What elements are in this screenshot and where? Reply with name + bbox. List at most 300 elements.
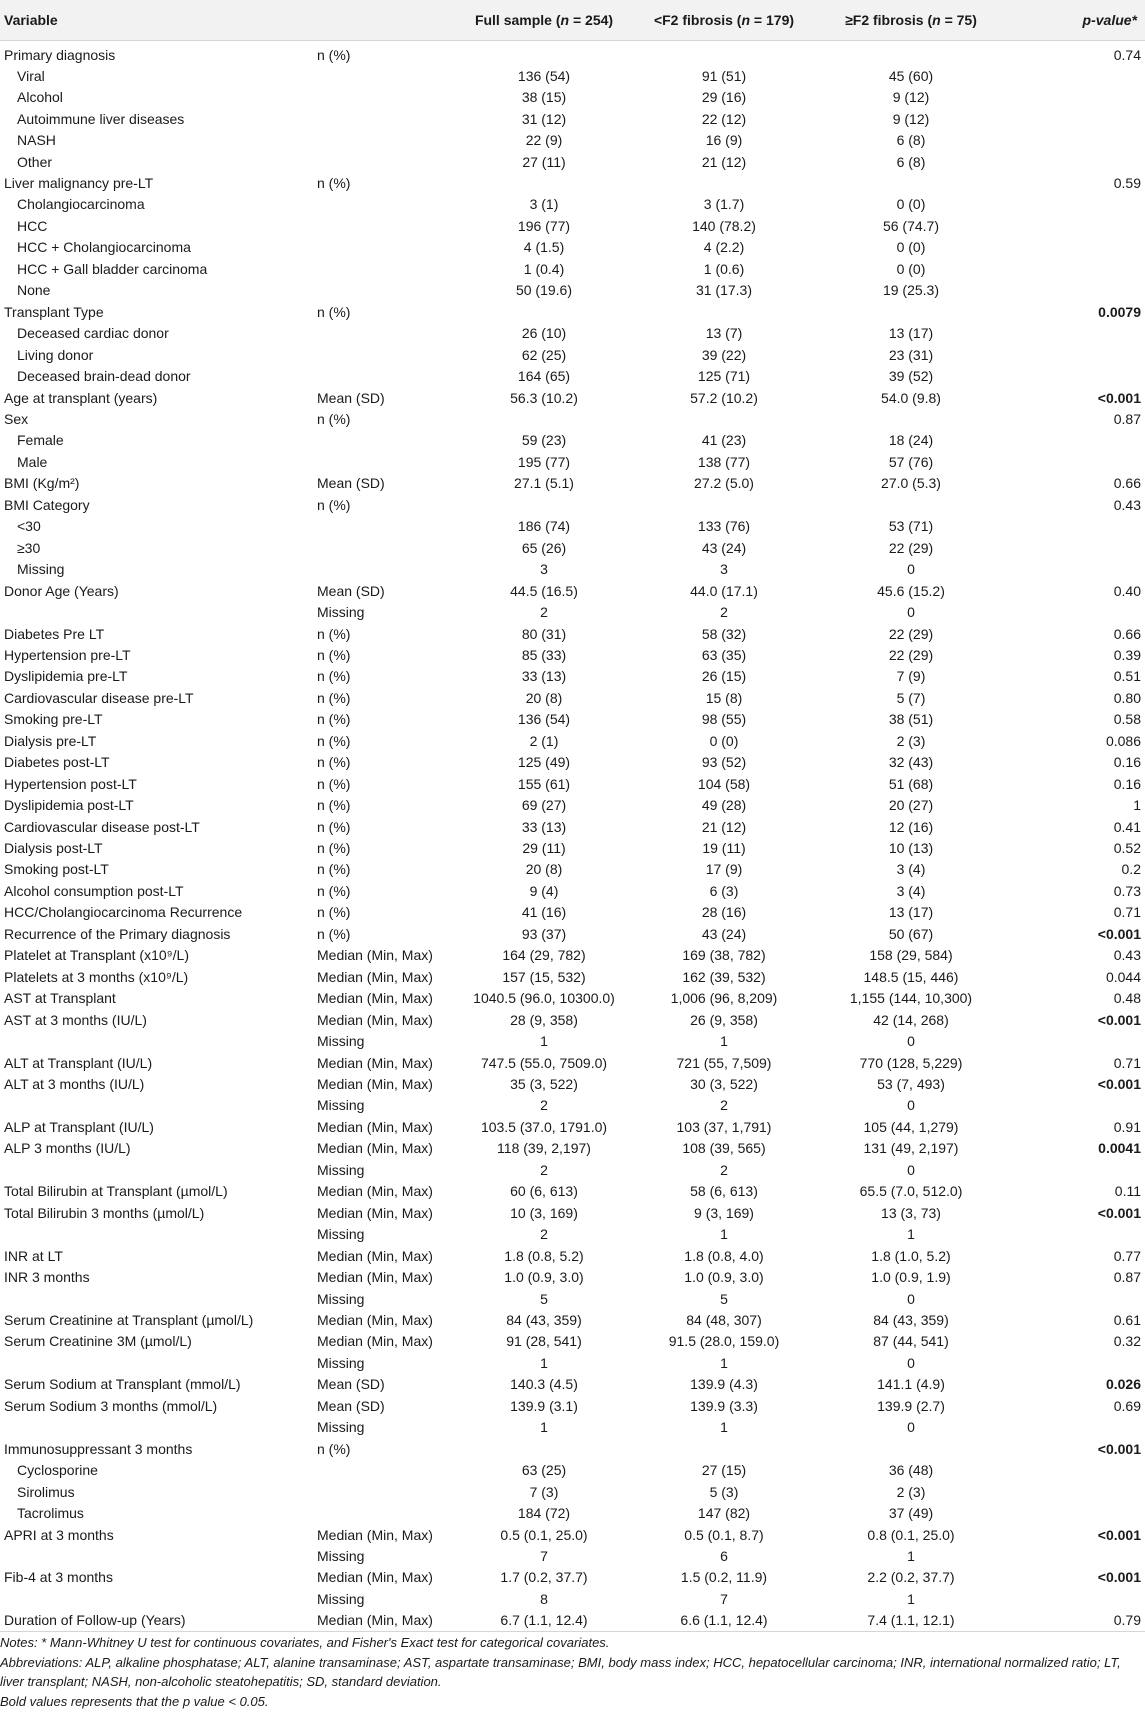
table-row <box>0 666 1145 687</box>
table-row <box>0 1331 1145 1352</box>
cell-full-sample: 38 (15) <box>521 89 567 106</box>
cell-ge-f2: 0 <box>907 561 915 578</box>
cell-statistic: n (%) <box>317 496 351 513</box>
cell-p-value: 0.79 <box>1004 1610 1145 1632</box>
cell-full-sample: 59 (23) <box>521 432 567 449</box>
cell-full-sample: 103.5 (37.0, 1791.0) <box>480 1118 608 1135</box>
cell-full-sample: 33 (13) <box>521 818 567 835</box>
table-row <box>0 1074 1145 1095</box>
cell-lt-f2: 1 <box>720 1226 728 1243</box>
cell-statistic <box>313 151 458 172</box>
cell-lt-f2: 91.5 (28.0, 159.0) <box>668 1333 780 1350</box>
cell-full-sample: 63 (25) <box>521 1462 567 1479</box>
cell-variable: Smoking post-LT <box>4 861 109 878</box>
cell-full-sample: 93 (37) <box>521 925 567 942</box>
cell-p-value: 0.044 <box>1105 968 1141 985</box>
cell-lt-f2: 58 (6, 613) <box>690 1183 758 1200</box>
cell-full-sample: 4 (1.5) <box>523 239 565 256</box>
cell-ge-f2: 56 (74.7) <box>882 217 940 234</box>
cell-variable: Hypertension post-LT <box>4 775 137 792</box>
header-ge-n: n <box>932 11 941 28</box>
cell-lt-f2: 1 <box>720 1033 728 1050</box>
cell-lt-f2: 4 (2.2) <box>703 239 745 256</box>
cell-statistic <box>313 516 458 537</box>
cell-p-value: 0.43 <box>1113 947 1141 964</box>
cell-variable: Missing <box>17 561 65 578</box>
cell-statistic: Mean (SD) <box>317 582 385 599</box>
cell-full-sample: 26 (10) <box>521 325 567 342</box>
table-row <box>0 1353 1145 1374</box>
cell-full-sample: 29 (11) <box>522 840 566 857</box>
cell-variable: APRI at 3 months <box>4 1526 114 1543</box>
cell-variable: Diabetes Pre LT <box>4 625 105 642</box>
header-stat <box>313 0 458 40</box>
cell-statistic <box>313 87 458 108</box>
table-notes <box>0 1633 1140 1711</box>
table-row <box>0 452 1145 473</box>
cell-p-value: 0.58 <box>1113 711 1141 728</box>
cell-lt-f2: 6.6 (1.1, 12.4) <box>630 1610 818 1632</box>
table-row <box>0 1117 1145 1138</box>
cell-ge-f2: 13 (3, 73) <box>881 1204 941 1221</box>
cell-variable: AST at Transplant <box>4 990 116 1007</box>
cell-lt-f2: 63 (35) <box>701 646 747 663</box>
cell-lt-f2 <box>630 301 818 322</box>
cell-ge-f2: 0 <box>907 1354 915 1371</box>
cell-p-value <box>1004 87 1145 108</box>
cell-ge-f2: 27.0 (5.3) <box>881 475 941 492</box>
table-row <box>0 194 1145 215</box>
cell-statistic: n (%) <box>317 174 351 191</box>
cell-lt-f2: 43 (24) <box>701 925 747 942</box>
cell-lt-f2: 0 (0) <box>709 732 739 749</box>
cell-p-value: 0.16 <box>1113 775 1141 792</box>
cell-full-sample: 91 (28, 541) <box>506 1333 582 1350</box>
cell-statistic: Median (Min, Max) <box>317 1011 433 1028</box>
cell-lt-f2: 147 (82) <box>697 1505 751 1522</box>
cell-full-sample: 7 (3) <box>529 1483 559 1500</box>
cell-p-value <box>1004 1546 1145 1567</box>
cell-statistic: n (%) <box>317 668 351 685</box>
cell-p-value <box>1004 559 1145 580</box>
cell-ge-f2: 770 (128, 5,229) <box>859 1054 963 1071</box>
table-row <box>0 1524 1145 1545</box>
cell-ge-f2 <box>818 173 1004 194</box>
cell-full-sample: 747.5 (55.0, 7509.0) <box>480 1054 608 1071</box>
cell-variable: Deceased brain-dead donor <box>17 368 191 385</box>
cell-lt-f2: 98 (55) <box>701 711 747 728</box>
cell-lt-f2: 29 (16) <box>701 89 747 106</box>
cell-ge-f2: 18 (24) <box>888 432 934 449</box>
cell-statistic: Median (Min, Max) <box>317 1247 433 1264</box>
table-row <box>0 409 1145 430</box>
cell-variable: Viral <box>17 67 45 84</box>
cell-statistic: Mean (SD) <box>317 1376 385 1393</box>
cell-full-sample: 2 <box>540 604 548 621</box>
cell-full-sample: 164 (29, 782) <box>502 947 586 964</box>
cell-ge-f2: 53 (71) <box>888 518 934 535</box>
cell-ge-f2: 19 (25.3) <box>882 282 940 299</box>
cell-statistic: Missing <box>317 1547 365 1564</box>
cell-full-sample: 157 (15, 532) <box>502 968 586 985</box>
cell-variable: Diabetes post-LT <box>4 754 110 771</box>
cell-p-value <box>1004 1589 1145 1610</box>
cell-variable: AST at 3 months (IU/L) <box>4 1011 147 1028</box>
cell-full-sample: 10 (3, 169) <box>510 1204 578 1221</box>
cell-lt-f2: 26 (9, 358) <box>690 1011 758 1028</box>
table-row <box>0 602 1145 623</box>
table-row <box>0 323 1145 344</box>
table-row <box>0 1138 1145 1159</box>
cell-lt-f2: 21 (12) <box>701 153 747 170</box>
cell-p-value: 0.40 <box>1113 582 1141 599</box>
cell-variable: Duration of Follow-up (Years) <box>0 1610 313 1632</box>
cell-lt-f2: 169 (38, 782) <box>682 947 766 964</box>
cell-full-sample: 41 (16) <box>521 904 567 921</box>
cell-variable: HCC <box>17 217 48 234</box>
cell-lt-f2 <box>630 495 818 516</box>
cell-lt-f2: 19 (11) <box>702 840 746 857</box>
cell-statistic: n (%) <box>317 732 351 749</box>
table-row <box>0 387 1145 408</box>
cell-statistic <box>313 1460 458 1481</box>
cell-variable: Autoimmune liver diseases <box>17 110 185 127</box>
header-lt-f2 <box>630 0 818 40</box>
cell-ge-f2: 22 (29) <box>888 625 934 642</box>
cell-lt-f2: 1.5 (0.2, 11.9) <box>680 1569 768 1586</box>
cell-ge-f2: 22 (29) <box>888 539 934 556</box>
cell-ge-f2: 158 (29, 584) <box>869 947 953 964</box>
cell-variable: Male <box>17 453 48 470</box>
cell-ge-f2: 6 (8) <box>896 132 926 149</box>
table-row <box>0 623 1145 644</box>
cell-full-sample <box>458 173 630 194</box>
cell-variable: Dialysis post-LT <box>4 840 103 857</box>
cell-full-sample: 65 (26) <box>521 539 567 556</box>
table-row <box>0 945 1145 966</box>
cell-variable: Smoking pre-LT <box>4 711 103 728</box>
cell-full-sample: 6.7 (1.1, 12.4) <box>458 1610 630 1632</box>
note-tests: Notes: * Mann-Whitney U test for continuous covariates, and Fisher's Exact test for categorical covariates. <box>0 1635 610 1650</box>
cell-p-value: 0.026 <box>1105 1376 1141 1393</box>
cell-full-sample: 118 (39, 2,197) <box>497 1140 591 1157</box>
cell-lt-f2: 1,006 (96, 8,209) <box>670 990 778 1007</box>
cell-full-sample: 50 (19.6) <box>515 282 573 299</box>
cell-variable: Platelets at 3 months (x10⁹/L) <box>4 968 189 985</box>
cell-lt-f2: 139.9 (4.3) <box>690 1376 758 1393</box>
cell-statistic <box>313 344 458 365</box>
cell-variable: Cardiovascular disease pre-LT <box>4 689 194 706</box>
cell-p-value: 0.74 <box>1113 46 1141 63</box>
cell-ge-f2: 36 (48) <box>888 1462 934 1479</box>
cell-lt-f2: 139.9 (3.3) <box>690 1397 758 1414</box>
cell-full-sample: 20 (8) <box>525 689 563 706</box>
cell-p-value: 0.87 <box>1113 1269 1141 1286</box>
cell-p-value <box>1004 237 1145 258</box>
header-lt-n: n <box>741 11 751 28</box>
cell-variable: Liver malignancy pre-LT <box>4 174 154 191</box>
cell-variable <box>0 1095 313 1116</box>
header-variable: Variable <box>0 0 313 40</box>
cell-full-sample: 35 (3, 522) <box>510 1076 578 1093</box>
cell-full-sample: 2 (1) <box>529 732 559 749</box>
cell-lt-f2: 138 (77) <box>697 453 751 470</box>
cell-ge-f2: 7 (9) <box>896 668 926 685</box>
table-row <box>0 1009 1145 1030</box>
header-full-post: = 254) <box>569 11 614 28</box>
cell-statistic: Median (Min, Max) <box>317 1333 433 1350</box>
cell-ge-f2: 0 (0) <box>896 260 926 277</box>
cell-variable: BMI (Kg/m²) <box>4 475 80 492</box>
table-row <box>0 795 1145 816</box>
cell-p-value: 0.66 <box>1113 475 1141 492</box>
cell-p-value: <0.001 <box>1097 925 1141 942</box>
cell-ge-f2: 32 (43) <box>888 754 934 771</box>
cell-ge-f2: 148.5 (15, 446) <box>863 968 959 985</box>
cell-statistic: n (%) <box>317 711 351 728</box>
cell-full-sample: 31 (12) <box>521 110 567 127</box>
cell-lt-f2: 21 (12) <box>701 818 747 835</box>
cell-statistic: Median (Min, Max) <box>317 1204 433 1221</box>
cell-ge-f2: 7.4 (1.1, 12.1) <box>818 1610 1004 1632</box>
table-row <box>0 752 1145 773</box>
header-lt-pre: <F2 fibrosis ( <box>653 11 742 28</box>
cell-full-sample: 85 (33) <box>521 646 567 663</box>
cell-ge-f2: 51 (68) <box>888 775 934 792</box>
cell-lt-f2: 22 (12) <box>701 110 747 127</box>
cell-lt-f2: 13 (7) <box>705 325 743 342</box>
cell-ge-f2: 5 (7) <box>896 689 926 706</box>
table-row <box>0 130 1145 151</box>
cell-statistic <box>313 559 458 580</box>
cell-lt-f2: 49 (28) <box>701 797 747 814</box>
cell-lt-f2: 133 (76) <box>697 518 751 535</box>
cell-full-sample: 56.3 (10.2) <box>510 389 578 406</box>
cell-p-value: 0.41 <box>1113 818 1141 835</box>
table-row <box>0 559 1145 580</box>
cell-statistic: Median (Min, Max) <box>317 990 433 1007</box>
cell-lt-f2: 1 <box>720 1419 728 1436</box>
cell-full-sample: 1040.5 (96.0, 10300.0) <box>473 990 615 1007</box>
cell-statistic <box>313 66 458 87</box>
table-row <box>0 237 1145 258</box>
table-row <box>0 859 1145 880</box>
cell-ge-f2: 1 <box>907 1226 915 1243</box>
cell-statistic: Median (Min, Max) <box>317 1140 433 1157</box>
cell-full-sample: 2 <box>540 1097 548 1114</box>
cell-p-value <box>1004 1353 1145 1374</box>
cell-lt-f2: 44.0 (17.1) <box>690 582 758 599</box>
table-row <box>0 1460 1145 1481</box>
table-row <box>0 366 1145 387</box>
cell-variable: ≥30 <box>17 539 41 556</box>
cell-full-sample: 1.7 (0.2, 37.7) <box>500 1569 588 1586</box>
table-row <box>0 1052 1145 1073</box>
cell-full-sample: 1.0 (0.9, 3.0) <box>504 1269 584 1286</box>
table-row <box>0 816 1145 837</box>
cell-full-sample: 1 (0.4) <box>523 260 565 277</box>
cell-ge-f2: 1 <box>907 1590 915 1607</box>
cell-variable: Other <box>17 153 53 170</box>
cell-lt-f2: 108 (39, 565) <box>682 1140 766 1157</box>
cell-full-sample: 22 (9) <box>525 132 563 149</box>
cell-statistic: Median (Min, Max) <box>317 1269 433 1286</box>
cell-variable: ALP at Transplant (IU/L) <box>4 1118 154 1135</box>
cell-variable: Total Bilirubin 3 months (µmol/L) <box>4 1204 205 1221</box>
cell-variable: INR 3 months <box>4 1269 90 1286</box>
cell-full-sample: 195 (77) <box>517 453 571 470</box>
cell-lt-f2: 103 (37, 1,791) <box>676 1118 772 1135</box>
table-row <box>0 967 1145 988</box>
cell-statistic: n (%) <box>317 882 351 899</box>
cell-full-sample: 84 (43, 359) <box>506 1312 582 1328</box>
cell-ge-f2: 12 (16) <box>888 818 934 835</box>
cell-lt-f2: 16 (9) <box>705 132 743 149</box>
cell-variable <box>0 1417 313 1438</box>
cell-full-sample: 0.5 (0.1, 25.0) <box>500 1526 588 1543</box>
cell-statistic: n (%) <box>317 754 351 771</box>
header-lt-post: = 179) <box>750 11 795 28</box>
cell-p-value: 0.71 <box>1113 904 1141 921</box>
cell-variable <box>0 1224 313 1245</box>
table-row <box>0 773 1145 794</box>
cell-variable: Sex <box>4 410 29 427</box>
cell-variable: Dyslipidemia post-LT <box>4 797 134 814</box>
cell-p-value: 0.51 <box>1113 668 1141 685</box>
cell-statistic: Missing <box>317 1590 365 1607</box>
cell-ge-f2: 0 <box>907 1161 915 1178</box>
cell-ge-f2 <box>818 301 1004 322</box>
cell-full-sample <box>458 301 630 322</box>
cell-variable: HCC/Cholangiocarcinoma Recurrence <box>4 904 243 921</box>
note-abbreviations: Abbreviations: ALP, alkaline phosphatase; ALT, alanine transaminase; AST, aspartate transaminase; BMI, body mass index; HCC, hepatocellular carcinoma; INR, international normalized ratio; LT, liver transplant; NASH, non-alcoholic steatohepatitis; SD, standard deviation. <box>0 1654 1121 1689</box>
cell-variable <box>0 1353 313 1374</box>
cell-ge-f2: 39 (52) <box>888 368 934 385</box>
cell-statistic: Median (Min, Max) <box>317 1054 433 1071</box>
cell-full-sample: 9 (4) <box>529 882 559 899</box>
cell-variable: Platelet at Transplant (x10⁹/L) <box>4 947 189 964</box>
cell-p-value <box>1004 216 1145 237</box>
cell-variable: Serum Creatinine 3M (µmol/L) <box>4 1333 192 1350</box>
cell-statistic: Mean (SD) <box>317 475 385 492</box>
cell-variable: Donor Age (Years) <box>4 582 119 599</box>
cell-ge-f2: 87 (44, 541) <box>873 1333 949 1350</box>
cell-p-value <box>1004 602 1145 623</box>
cell-statistic <box>313 1481 458 1502</box>
cell-statistic: Median (Min, Max) <box>317 1118 433 1135</box>
cell-variable: Transplant Type <box>4 303 104 320</box>
cell-statistic <box>313 259 458 280</box>
cell-variable <box>0 1160 313 1181</box>
cell-statistic <box>313 108 458 129</box>
table-row <box>0 40 1145 66</box>
cell-statistic: Median (Min, Max) <box>317 1569 433 1586</box>
cell-p-value <box>1004 1224 1145 1245</box>
cell-statistic <box>313 537 458 558</box>
cell-p-value <box>1004 66 1145 87</box>
cell-lt-f2: 3 (1.7) <box>703 196 745 213</box>
cell-statistic: Mean (SD) <box>317 1397 385 1414</box>
cell-ge-f2: 45.6 (15.2) <box>877 582 945 599</box>
cell-lt-f2: 5 <box>720 1290 728 1307</box>
cell-variable <box>0 602 313 623</box>
cell-ge-f2: 65.5 (7.0, 512.0) <box>859 1183 963 1200</box>
header-ge-pre: ≥F2 fibrosis ( <box>845 11 933 28</box>
table-row <box>0 516 1145 537</box>
cell-variable: Hypertension pre-LT <box>4 646 131 663</box>
cell-variable: Age at transplant (years) <box>4 389 158 406</box>
cell-p-value <box>1004 430 1145 451</box>
cell-lt-f2: 17 (9) <box>705 861 743 878</box>
cell-full-sample: 1.8 (0.8, 5.2) <box>504 1247 584 1264</box>
cell-p-value <box>1004 344 1145 365</box>
cell-lt-f2: 26 (15) <box>701 668 747 685</box>
cell-variable: Serum Sodium at Transplant (mmol/L) <box>4 1376 241 1393</box>
cell-full-sample: 69 (27) <box>521 797 567 814</box>
table-row <box>0 1546 1145 1567</box>
cell-ge-f2: 3 (4) <box>896 882 926 899</box>
cell-lt-f2: 6 (3) <box>709 882 739 899</box>
cell-p-value <box>1004 1095 1145 1116</box>
cell-p-value <box>1004 151 1145 172</box>
cell-statistic <box>313 130 458 151</box>
cell-variable: ALT at Transplant (IU/L) <box>4 1054 153 1071</box>
cell-full-sample: 80 (31) <box>521 625 567 642</box>
cell-p-value: 0.11 <box>1114 1183 1141 1200</box>
cell-full-sample: 44.5 (16.5) <box>510 582 578 599</box>
cell-ge-f2: 1.8 (1.0, 5.2) <box>871 1247 951 1264</box>
cell-full-sample: 1 <box>540 1419 548 1436</box>
cell-lt-f2: 84 (48, 307) <box>686 1312 762 1328</box>
cell-ge-f2: 38 (51) <box>888 711 934 728</box>
table-row <box>0 280 1145 301</box>
cell-lt-f2: 162 (39, 532) <box>682 968 766 985</box>
cell-variable: BMI Category <box>4 496 90 513</box>
cell-lt-f2 <box>630 173 818 194</box>
cell-ge-f2: 0 <box>907 1419 915 1436</box>
cell-variable: INR at LT <box>4 1247 63 1264</box>
cell-full-sample: 125 (49) <box>517 754 571 771</box>
cell-lt-f2: 41 (23) <box>701 432 747 449</box>
cell-statistic: n (%) <box>317 925 351 942</box>
cell-full-sample: 3 (1) <box>529 196 559 213</box>
cell-p-value <box>1004 1417 1145 1438</box>
cell-statistic: Missing <box>317 1354 365 1371</box>
cell-variable: ALT at 3 months (IU/L) <box>4 1076 145 1093</box>
cell-ge-f2: 23 (31) <box>888 346 934 363</box>
cell-lt-f2: 104 (58) <box>697 775 751 792</box>
cell-variable: Sirolimus <box>17 1483 75 1500</box>
cell-full-sample: 60 (6, 613) <box>510 1183 578 1200</box>
table-row <box>0 1288 1145 1309</box>
table-row <box>0 1095 1145 1116</box>
cell-variable <box>0 1288 313 1309</box>
cell-full-sample: 33 (13) <box>521 668 567 685</box>
cell-full-sample: 27 (11) <box>522 153 566 170</box>
cell-statistic: Mean (SD) <box>317 389 385 406</box>
cell-variable: Primary diagnosis <box>4 46 116 63</box>
cell-p-value: 0.66 <box>1113 625 1141 642</box>
table-row <box>0 151 1145 172</box>
cell-ge-f2: 6 (8) <box>896 153 926 170</box>
cell-full-sample: 164 (65) <box>517 368 571 385</box>
cell-lt-f2: 27.2 (5.0) <box>694 475 754 492</box>
cell-ge-f2: 0 (0) <box>896 239 926 256</box>
cell-statistic: n (%) <box>317 1440 351 1457</box>
cell-variable: Dialysis pre-LT <box>4 732 97 749</box>
cell-lt-f2: 1 <box>720 1354 728 1371</box>
cell-ge-f2: 105 (44, 1,279) <box>863 1118 959 1135</box>
